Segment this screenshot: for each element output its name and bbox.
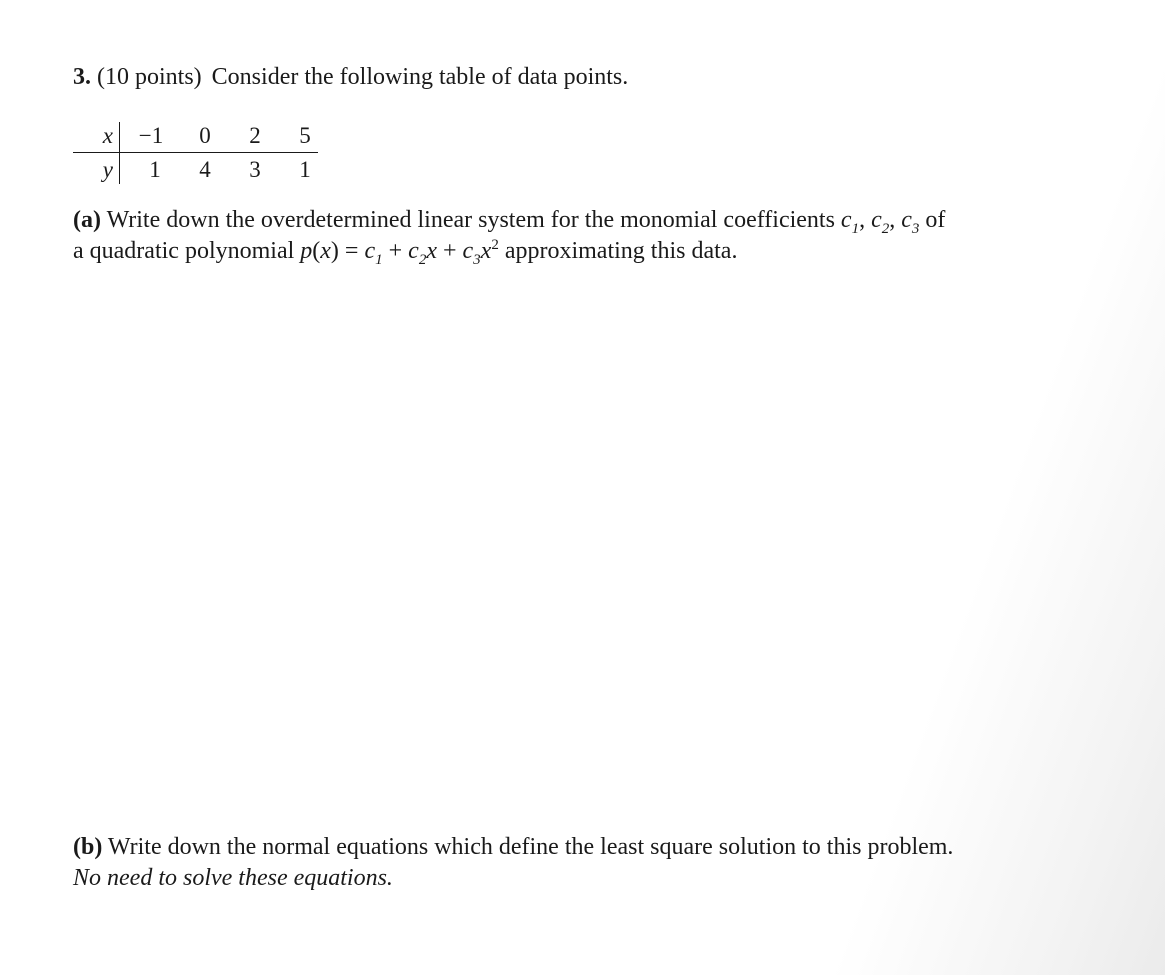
part-a-text-2: of [925,207,946,233]
problem-intro: Consider the following table of data points. [211,64,629,90]
part-b-note: No need to solve these equations. [73,865,393,891]
problem-points: (10 points) [97,64,202,90]
part-b [73,832,1073,894]
table-x-cell: 2 [249,123,261,148]
table-y-cell: 1 [299,157,311,182]
coefficients-math: $c_1$, $c_2$, $c_3$ [840,207,920,237]
part-b-label: (b) [73,834,103,860]
table-horizontal-rule [73,152,318,153]
table-x-cell: 5 [299,123,311,148]
table-y-label: y [102,157,113,182]
problem-header [73,62,628,92]
table-y-cell: 3 [249,157,261,182]
part-a-text-1: Write down the overdetermined linear system for the monomial coefficients [106,207,835,233]
part-a-text-3: a quadratic polynomial [73,238,295,264]
part-a [73,205,1073,267]
problem-number: 3. [73,64,91,90]
table-vertical-rule [119,122,120,184]
part-a-label: (a) [73,207,101,233]
part-b-text: Write down the normal equations which define the least square solution to this problem. [107,834,954,860]
table-y-cell: 1 [149,157,161,182]
data-table [73,120,318,186]
polynomial-math: $p(x) = c_1 + c_2x + c_3x^2$ [300,237,499,268]
table-x-cell: 0 [199,123,211,148]
table-x-cell: −1 [138,123,164,148]
table-y-cell: 4 [199,157,211,182]
table-x-label: x [102,123,113,148]
part-a-text-4: approximating this data. [504,238,738,264]
